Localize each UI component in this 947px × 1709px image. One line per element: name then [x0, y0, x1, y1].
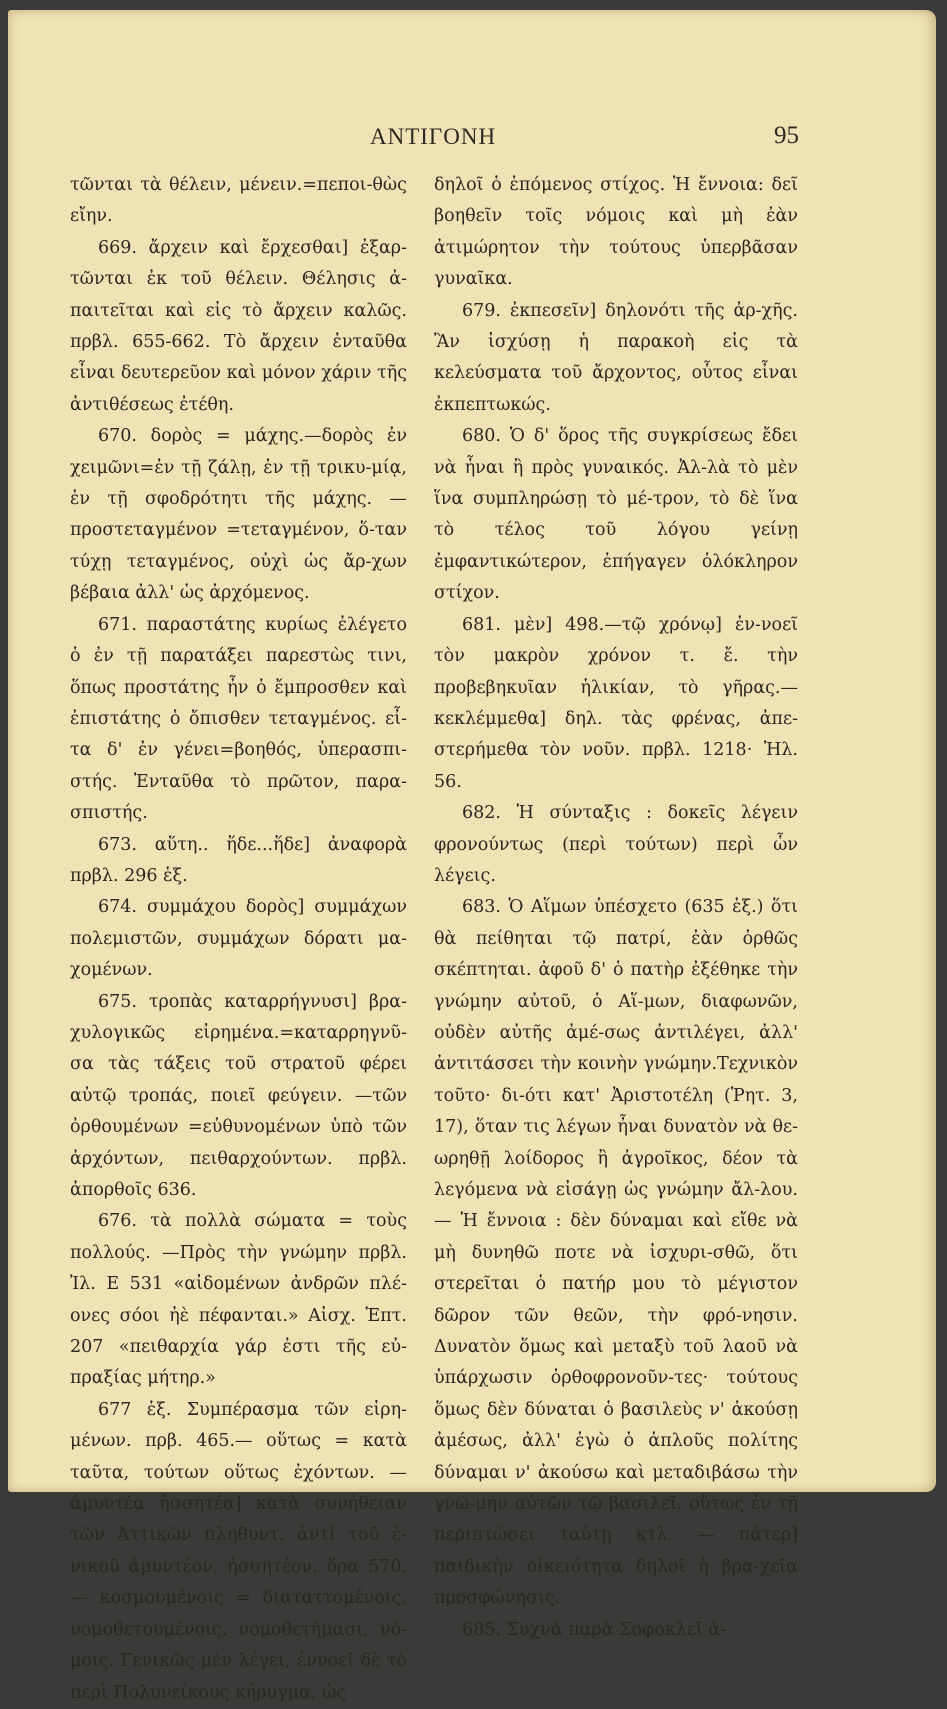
page-title: ΑΝΤΙΓΟΝΗ: [370, 124, 497, 149]
commentary-paragraph: 680. Ὁ δ' ὅρος τῆς συγκρίσεως ἔδει νὰ ἦναι ἢ πρὸς γυναικός. Ἀλ-λὰ τὸ μὲν ἵνα συμπληρώσῃ τὸ μέ-τρον, τὸ δὲ ἵνα τὸ τέλος τοῦ λόγου γείνῃ ἐμφαντικώτερον, ἐπήγαγεν ὁλόκληρον στίχον.: [434, 426, 798, 604]
commentary-paragraph: 671. παραστάτης κυρίως ἐλέγετο ὁ ἐν τῇ παρατάξει παρεστὼς τινι, ὅπως προστάτης ἦν ὁ ἔμπροσθεν καὶ ἐπιστάτης ὁ ὄπισθεν τεταγμένος. εἶ-τα δ' ἐν γένει=βοηθός, ὑπερασπι-στής. Ἐνταῦθα τὸ πρῶτον, παρα-σπιστής.: [70, 614, 407, 824]
right-column: [434, 170, 798, 1646]
commentary-paragraph: 679. ἐκπεσεῖν] δηλονότι τῆς ἀρ-χῆς. Ἂν ἰσχύσῃ ἡ παρακοὴ εἰς τὰ κελεύσματα τοῦ ἄρχοντος, οὗτος εἶναι ἐκπεπτωκώς.: [434, 300, 798, 415]
left-column: [70, 170, 407, 1709]
commentary-paragraph: 674. συμμάχου δορὸς] συμμάχων πολεμιστῶν, συμμάχων δόρατι μα-χομένων.: [70, 897, 407, 981]
commentary-paragraph: δηλοῖ ὁ ἑπόμενος στίχος. Ἡ ἔννοια: δεῖ βοηθεῖν τοῖς νόμοις καὶ μὴ ἐὰν ἀτιμώρητον τὴν τούτους ὑπερβᾶσαν γυναῖκα.: [434, 175, 798, 290]
commentary-paragraph: 681. μὲν] 498.—τῷ χρόνῳ] ἐν-νοεῖ τὸν μακρὸν χρόνον τ. ἔ. τὴν προβεβηκυῖαν ἡλικίαν, τὸ γῆρας.— κεκλέμμεθα] δηλ. τὰς φρένας, ἀπε-στερήμεθα τὸν νοῦν. πρβλ. 1218· Ἠλ. 56.: [434, 614, 798, 792]
commentary-paragraph: 685. Συχνὰ παρὰ Σοφοκλεῖ ἁ-: [462, 1619, 727, 1640]
commentary-paragraph: 676. τὰ πολλὰ σώματα = τοὺς πολλούς. —Πρὸς τὴν γνώμην πρβλ. Ἰλ. Ε 531 «αἰδομένων ἀνδρῶν πλέ-ονες σόοι ἠὲ πέφανται.» Αἰσχ. Ἑπτ. 207 «πειθαρχία γάρ ἐστι τῆς εὐ-πραξίας μήτηρ.»: [70, 1211, 407, 1389]
commentary-paragraph: 675. τροπὰς καταρρήγνυσι] βρα-χυλογικῶς εἰρημένα.=καταρρηγνῦ-σα τὰς τάξεις τοῦ στρατοῦ φέρει αὐτῷ τροπάς, ποιεῖ φεύγειν. —τῶν ὀρθουμένων =εὐθυνομένων ὑπὸ τῶν ἀρχόντων, πειθαρχούντων. πρβλ. ἀπορθοῖς 636.: [70, 991, 407, 1200]
commentary-paragraph: 683. Ὁ Αἵμων ὑπέσχετο (635 ἑξ.) ὅτι θὰ πείθηται τῷ πατρί, ἐὰν ὀρθῶς σκέπτηται. ἀφοῦ δ' ὁ πατὴρ ἐξέθηκε τὴν γνώμην αὐτοῦ, ὁ Αἵ-μων, διαφωνῶν, οὐδὲν αὐτῆς ἀμέ-σως ἀντιλέγει, ἀλλ' ἀντιτάσσει τὴν κοινὴν γνώμην.Τεχνικὸν τοῦτο· δι-ότι κατ' Ἀριστοτέλη (Ῥητ. 3, 17), ὅταν τις λέγων ἦναι δυνατὸν νὰ θε-ωρηθῇ λοίδορος ἢ ἀγροῖκος, δέον τὰ λεγόμενα νὰ εἰσάγῃ ὡς γνώμην ἄλ-λου.— Ἡ ἔννοια : δὲν δύναμαι καὶ εἴθε νὰ μὴ δυνηθῶ ποτε νὰ ἰσχυρι-σθῶ, ὅτι στερεῖται ὁ πατήρ μου τὸ μέγιστον δῶρον τῶν θεῶν, τὴν φρό-νησιν. Δυνατὸν ὅμως καὶ μεταξὺ τοῦ λαοῦ νὰ ὑπάρχωσιν ὀρθοφρονοῦν-τες· τούτους ὅμως δὲν δύναται ὁ βασιλεὺς ν' ἀκούσῃ ἀμέσως, ἀλλ' ἐγὼ ὁ ἁπλοῦς πολίτης δύναμαι ν' ἀκούσω καὶ μεταδιβάσω τὴν γνώ-μην αὐτῶν τῷ βασιλεῖ. οὕτως ἐν τῇ περιπτώσει ταύτῃ κτλ. — πάτερ] παιδικὴν οἰκειότητα δηλοῖ ἡ βρα-χεῖα προσφώνησις.: [434, 897, 798, 1609]
commentary-paragraph: 670. δορὸς = μάχης.—δορὸς ἐν χειμῶνι=ἐν τῇ ζάλῃ, ἐν τῇ τρικυ-μίᾳ, ἐν τῇ σφοδρότητι τῆς μάχης. —προστεταγμένον =τεταγμένον, ὅ-ταν τύχῃ τεταγμένος, οὐχὶ ὡς ἄρ-χων βέβαια ἀλλ' ὡς ἀρχόμενος.: [70, 426, 407, 604]
commentary-paragraph: 669. ἄρχειν καὶ ἔρχεσθαι] ἐξαρ-τῶνται ἐκ τοῦ θέλειν. Θέλησις ἀ-παιτεῖται καὶ εἰς τὸ ἄρχειν καλῶς. πρβλ. 655-662. Τὸ ἄρχειν ἐνταῦθα εἶναι δευτερεῦον καὶ μόνον χάριν τῆς ἀντιθέσεως ἐτέθη.: [70, 237, 407, 415]
book-page: [8, 10, 936, 1703]
running-header: [8, 122, 936, 158]
commentary-paragraph: 673. αὕτη.. ἥδε...ἥδε] ἀναφορὰ πρβλ. 296 ἑξ.: [70, 834, 407, 886]
commentary-paragraph: 677 ἑξ. Συμπέρασμα τῶν εἰρη-μένων. πρβ. 465.— οὕτως = κατὰ ταῦτα, τούτων οὕτως ἐχόντων. — ἀμυντέα ἡσσητέα] κατὰ συνήθειαν τῶν Ἀττικῶν πληθυντ. ἀντὶ τοῦ ἑ-νικοῦ ἀμυντέον, ἡσσητέον. ὅρα 570. — κοσμουμένοις = διαταττομένοις, νομοθετουμένοις, νομοθετήμασι, νό-μοις. Γενικῶς μὲν λέγει, ἐννοεῖ δὲ τὸ περὶ Πολυνείκους κήρυγμα, ὡς: [70, 1399, 407, 1703]
commentary-paragraph: 682. Ἡ σύνταξις : δοκεῖς λέγειν φρονούντως (περὶ τούτων) περὶ ὧν λέγεις.: [434, 803, 798, 886]
page-number: 95: [774, 122, 799, 149]
commentary-paragraph: τῶνται τὰ θέλειν, μένειν.=πεποι-θὼς εἴην.: [70, 175, 407, 227]
